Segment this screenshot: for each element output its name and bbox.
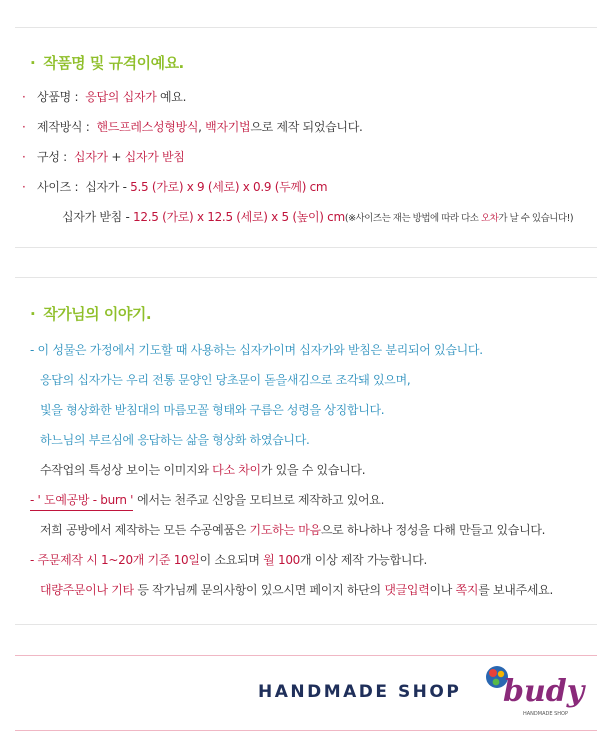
story-line-2: 응답의 십자가는 우리 전통 문양인 당초문이 돋을새김으로 조각돼 있으며, bbox=[40, 373, 411, 387]
story-text: 를 보내주세요. bbox=[478, 583, 553, 597]
row-plus: + bbox=[107, 150, 125, 164]
section-title-text: 작품명 및 규격이예요. bbox=[43, 54, 184, 72]
story-line-9 bbox=[40, 581, 553, 598]
story-highlight: 다소 차이 bbox=[212, 463, 261, 477]
story-text: 이 소요되며 bbox=[199, 553, 264, 567]
story-line-6 bbox=[30, 491, 384, 511]
story-line-1: - 이 성물은 가정에서 기도할 때 사용하는 십자가이며 십자가와 받침은 분리되어 있습니다. bbox=[30, 343, 483, 357]
row-label: 사이즈 bbox=[37, 180, 75, 194]
row-label: 제작방식 bbox=[37, 120, 86, 134]
workshop-name-tag: - ' 도예공방 - burn ' bbox=[30, 491, 133, 511]
logo-word: budy bbox=[503, 674, 585, 709]
story-line-4: 하느님의 부르심에 응답하는 삶을 형상화 하였습니다. bbox=[40, 433, 310, 447]
row-bullet: · bbox=[22, 150, 26, 164]
story-text: - 주문제작 시 1~20개 기준 bbox=[30, 553, 174, 567]
size-note-highlight: 오차 bbox=[480, 213, 499, 224]
section-title-specs bbox=[30, 52, 184, 73]
story-text: 가 있을 수 있습니다. bbox=[260, 463, 366, 477]
story-text: 저희 공방에서 제작하는 모든 수공예품은 bbox=[40, 523, 250, 537]
top-divider bbox=[15, 27, 597, 28]
method-value-1: 핸드프레스성형방식 bbox=[96, 120, 199, 134]
row-bullet: · bbox=[22, 120, 26, 134]
section-divider bbox=[15, 277, 597, 278]
row-sep: : bbox=[74, 90, 79, 104]
story-line-8 bbox=[30, 551, 427, 568]
budy-logo bbox=[483, 663, 593, 721]
logo-sub: HANDMADE SHOP bbox=[523, 711, 568, 717]
size-item-name: 십자가 - bbox=[85, 180, 131, 194]
row-sep: : bbox=[74, 180, 79, 194]
row-suffix: 으로 제작 되었습니다. bbox=[250, 120, 363, 134]
row-comma: , bbox=[198, 120, 202, 134]
story-text: 에서는 천주교 신앙을 모티브로 제작하고 있어요. bbox=[137, 493, 385, 507]
story-text: 수작업의 특성상 보이는 이미지와 bbox=[40, 463, 213, 477]
story-highlight: 월 100 bbox=[263, 553, 300, 567]
section-title-text: 작가님의 이야기. bbox=[43, 305, 152, 323]
row-bullet: · bbox=[22, 180, 26, 194]
story-highlight: 대량주문이나 기타 bbox=[40, 583, 134, 597]
story-highlight: 10일 bbox=[173, 553, 200, 567]
story-line-5 bbox=[40, 461, 365, 478]
row-sep: : bbox=[63, 150, 67, 164]
footer-divider-bottom bbox=[15, 730, 597, 731]
story-text: 개 이상 제작 가능합니다. bbox=[299, 553, 427, 567]
comment-input-highlight: 댓글입력 bbox=[384, 583, 430, 597]
spec-row-composition bbox=[22, 148, 185, 165]
section-divider bbox=[15, 247, 597, 248]
spec-row-method bbox=[22, 118, 363, 135]
row-bullet: · bbox=[22, 90, 26, 104]
bullet-dot: · bbox=[30, 54, 36, 72]
story-highlight: 기도하는 마음 bbox=[249, 523, 321, 537]
row-sep: : bbox=[85, 120, 90, 134]
size-dims: 5.5 (가로) x 9 (세로) x 0.9 (두께) cm bbox=[130, 180, 328, 194]
footer-divider-top bbox=[15, 655, 597, 656]
section-title-story bbox=[30, 303, 151, 324]
message-highlight: 쪽지 bbox=[455, 583, 479, 597]
size-note-end: 가 날 수 있습니다!) bbox=[498, 213, 574, 224]
row-label: 구성 bbox=[37, 150, 64, 164]
spec-row-size-base bbox=[62, 208, 573, 225]
row-label: 상품명 bbox=[37, 90, 75, 104]
row-suffix: 예요. bbox=[160, 90, 187, 104]
story-line-3: 빛을 형상화한 받침대의 마름모꼴 형태와 구름은 성령을 상징합니다. bbox=[40, 403, 385, 417]
story-text: 으로 하나하나 정성을 다해 만들고 있습니다. bbox=[320, 523, 546, 537]
bullet-dot: · bbox=[30, 305, 36, 323]
spec-row-product-name bbox=[22, 88, 186, 105]
size-dims: 12.5 (가로) x 12.5 (세로) x 5 (높이) cm bbox=[133, 210, 345, 224]
method-value-2: 백자기법 bbox=[205, 120, 251, 134]
product-name-value: 응답의 십자가 bbox=[85, 90, 157, 104]
composition-value-1: 십자가 bbox=[73, 150, 108, 164]
section-divider bbox=[15, 624, 597, 625]
footer-shop-text: HANDMADE SHOP bbox=[258, 682, 462, 702]
size-note: (※사이즈는 재는 방법에 따라 다소 bbox=[344, 213, 481, 224]
size-item-name: 십자가 받침 - bbox=[62, 210, 134, 224]
story-line-7 bbox=[40, 521, 545, 538]
composition-value-2: 십자가 받침 bbox=[124, 150, 185, 164]
story-text: 등 작가님께 문의사항이 있으시면 페이지 하단의 bbox=[133, 583, 385, 597]
spec-row-size bbox=[22, 178, 327, 195]
story-text: 이나 bbox=[429, 583, 456, 597]
